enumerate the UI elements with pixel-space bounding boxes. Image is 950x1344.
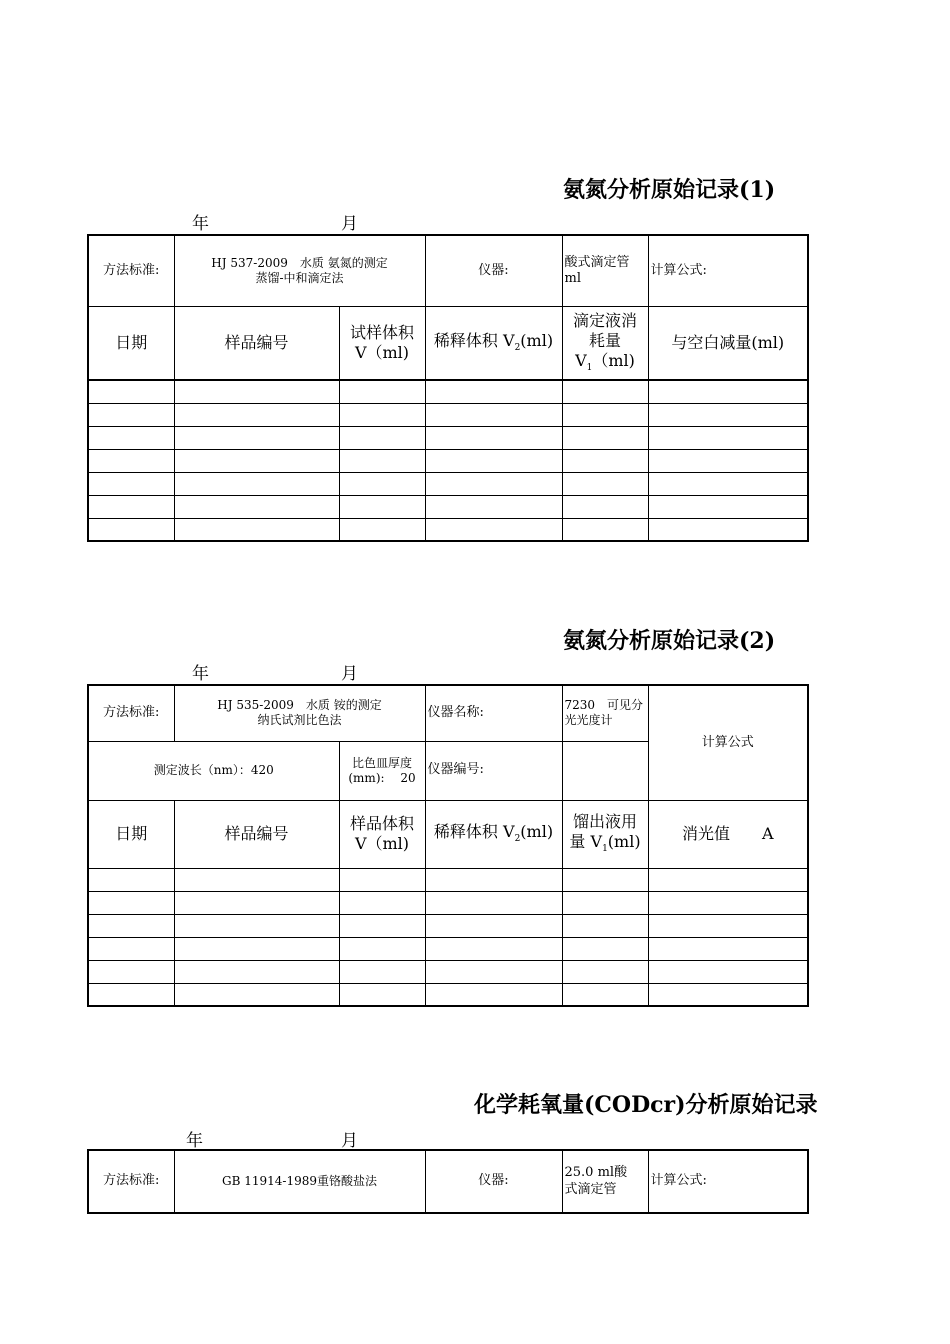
col-dilution-volume <box>425 306 562 380</box>
cell[interactable] <box>562 914 648 937</box>
instrument-value <box>562 1150 648 1213</box>
distillate-line1: 馏出液用 <box>572 812 637 832</box>
method-standard: GB 11914-1989重铬酸盐法 <box>174 1150 425 1213</box>
cell[interactable] <box>88 380 174 403</box>
cell[interactable] <box>88 449 174 472</box>
cuvette-value: (mm): 20 <box>348 770 416 785</box>
col-distillate <box>562 800 648 868</box>
dilution-unit: (ml) <box>520 822 554 842</box>
record2-title: 氨氮分析原始记录(2) <box>563 628 776 654</box>
instrument-no-label: 仪器编号: <box>425 741 562 800</box>
table-row <box>88 891 808 914</box>
cell[interactable] <box>339 891 425 914</box>
cell[interactable] <box>339 449 425 472</box>
sample-volume-line2: V（ml) <box>354 834 410 853</box>
dilution-text: 稀释体积 V <box>433 331 515 351</box>
method-line2: 纳氏试剂比色法 <box>257 713 342 728</box>
record2-table <box>87 684 809 1007</box>
dilution-unit: (ml) <box>520 331 554 351</box>
cell[interactable] <box>339 472 425 495</box>
sample-volume-line2: V（ml) <box>354 342 410 362</box>
cell[interactable] <box>174 403 339 426</box>
cell[interactable] <box>562 960 648 983</box>
col-sample-no: 样品编号 <box>174 800 339 868</box>
cell[interactable] <box>648 891 808 914</box>
cell[interactable] <box>174 914 339 937</box>
table-row <box>88 960 808 983</box>
dilution-text: 稀释体积 V <box>433 822 515 842</box>
col-sample-volume <box>339 306 425 380</box>
table-row <box>88 449 808 472</box>
cell[interactable] <box>174 960 339 983</box>
cell[interactable] <box>648 403 808 426</box>
cell[interactable] <box>174 937 339 960</box>
cell[interactable] <box>562 891 648 914</box>
distillate-v: 量 V <box>569 832 603 852</box>
col-titrant <box>562 306 648 380</box>
cell[interactable] <box>648 960 808 983</box>
cell[interactable] <box>562 518 648 541</box>
cell[interactable] <box>562 380 648 403</box>
cell[interactable] <box>174 449 339 472</box>
instrument-value-line2: 式滴定管 <box>564 1181 617 1197</box>
titrant-line3 <box>565 351 646 374</box>
record2-month-label: 月 <box>341 664 358 684</box>
table-row <box>88 472 808 495</box>
cell[interactable] <box>562 983 648 1006</box>
col-sample-volume <box>339 800 425 868</box>
cell[interactable] <box>648 983 808 1006</box>
col-date: 日期 <box>88 800 174 868</box>
record1-year-label: 年 <box>192 214 209 234</box>
cell[interactable] <box>648 472 808 495</box>
cell[interactable] <box>339 868 425 891</box>
sample-volume-line1: 试样体积 <box>349 322 414 342</box>
col-sample-no: 样品编号 <box>174 306 339 380</box>
table-row <box>88 495 808 518</box>
cell[interactable] <box>174 518 339 541</box>
table-row <box>88 380 808 403</box>
method-label: 方法标准: <box>88 1150 174 1213</box>
method-standard <box>174 685 425 741</box>
wavelength: 测定波长（nm）：420 <box>88 741 339 800</box>
cell[interactable] <box>648 426 808 449</box>
record3-title: 化学耗氧量(CODcr)分析原始记录 <box>474 1092 818 1118</box>
cell[interactable] <box>425 472 562 495</box>
cuvette-thickness <box>339 741 425 800</box>
cell[interactable] <box>88 914 174 937</box>
method-line2: 蒸馏-中和滴定法 <box>255 270 344 285</box>
dilution-sub: 2 <box>514 834 521 845</box>
cell[interactable] <box>425 403 562 426</box>
cell[interactable] <box>339 518 425 541</box>
instrument-label: 仪器: <box>425 1150 562 1213</box>
cell[interactable] <box>174 891 339 914</box>
instrument-name-value: 7230 可见分光光度计 <box>562 685 648 741</box>
record1-title: 氨氮分析原始记录(1) <box>563 177 776 203</box>
method-label: 方法标准: <box>88 685 174 741</box>
cell[interactable] <box>174 472 339 495</box>
distillate-line2 <box>565 832 646 855</box>
cell[interactable] <box>88 472 174 495</box>
cell[interactable] <box>339 426 425 449</box>
cell[interactable] <box>339 960 425 983</box>
cell[interactable] <box>88 891 174 914</box>
distillate-unit: (ml) <box>607 832 641 852</box>
record2-year-label: 年 <box>192 664 209 684</box>
distillate-sub: 1 <box>602 844 608 855</box>
instrument-value: 酸式滴定管 ml <box>562 235 648 306</box>
cell[interactable] <box>88 495 174 518</box>
method-line1: HJ 535-2009 水质 铵的测定 <box>217 698 382 713</box>
cell[interactable] <box>174 868 339 891</box>
col-date: 日期 <box>88 306 174 380</box>
cell[interactable] <box>425 449 562 472</box>
col-blank-reduction: 与空白减量(ml) <box>648 306 808 380</box>
cell[interactable] <box>88 403 174 426</box>
cell[interactable] <box>425 960 562 983</box>
instrument-label: 仪器: <box>425 235 562 306</box>
cell[interactable] <box>88 983 174 1006</box>
cell[interactable] <box>88 960 174 983</box>
cell[interactable] <box>562 426 648 449</box>
cell[interactable] <box>648 937 808 960</box>
cell[interactable] <box>88 426 174 449</box>
col-dilution-volume <box>425 800 562 868</box>
cell[interactable] <box>425 495 562 518</box>
titrant-line2: 耗量 <box>588 331 621 351</box>
cell[interactable] <box>562 449 648 472</box>
cell[interactable] <box>339 914 425 937</box>
record3-month-label: 月 <box>341 1131 358 1151</box>
cell[interactable] <box>562 472 648 495</box>
cell[interactable] <box>648 495 808 518</box>
cell[interactable] <box>174 495 339 518</box>
record3-year-label: 年 <box>186 1131 203 1151</box>
method-line1: HJ 537-2009 水质 氨氮的测定 <box>211 255 388 270</box>
table-row <box>88 983 808 1006</box>
cell[interactable] <box>562 495 648 518</box>
cell[interactable] <box>339 937 425 960</box>
table-row <box>88 914 808 937</box>
cell[interactable] <box>425 380 562 403</box>
cell[interactable] <box>562 403 648 426</box>
formula-label: 计算公式 <box>648 685 808 800</box>
cell[interactable] <box>648 380 808 403</box>
cuvette-label: 比色皿厚度 <box>351 755 412 770</box>
table-row <box>88 518 808 541</box>
col-absorbance: 消光值 A <box>648 800 808 868</box>
cell[interactable] <box>425 937 562 960</box>
cell[interactable] <box>648 449 808 472</box>
cell[interactable] <box>88 868 174 891</box>
cell[interactable] <box>562 937 648 960</box>
cell[interactable] <box>174 426 339 449</box>
cell[interactable] <box>88 937 174 960</box>
cell[interactable] <box>648 518 808 541</box>
method-standard <box>174 235 425 306</box>
titrant-v: V <box>575 351 587 371</box>
sample-volume-line1: 样品体积 <box>349 814 414 833</box>
method-label: 方法标准: <box>88 235 174 306</box>
cell[interactable] <box>174 983 339 1006</box>
record1-table <box>87 234 809 542</box>
cell[interactable] <box>562 868 648 891</box>
cell[interactable] <box>648 914 808 937</box>
cell[interactable] <box>88 518 174 541</box>
table-row <box>88 937 808 960</box>
instrument-value-line1: 25.0 ml酸 <box>564 1165 628 1181</box>
record3-table <box>87 1149 809 1214</box>
titrant-line1: 滴定液消 <box>572 311 637 331</box>
cell[interactable] <box>425 914 562 937</box>
titrant-unit: （ml) <box>592 351 635 371</box>
cell[interactable] <box>339 403 425 426</box>
formula-label: 计算公式: <box>648 1150 808 1213</box>
cell[interactable] <box>425 983 562 1006</box>
instrument-no-value[interactable] <box>562 741 648 800</box>
table-row <box>88 868 808 891</box>
table-row <box>88 403 808 426</box>
cell[interactable] <box>339 495 425 518</box>
cell[interactable] <box>425 868 562 891</box>
table-row <box>88 426 808 449</box>
instrument-name-label: 仪器名称: <box>425 685 562 741</box>
record1-month-label: 月 <box>341 214 358 234</box>
cell[interactable] <box>339 380 425 403</box>
dilution-sub: 2 <box>514 343 521 354</box>
cell[interactable] <box>339 983 425 1006</box>
titrant-sub: 1 <box>586 363 593 374</box>
formula-label: 计算公式: <box>648 235 808 306</box>
cell[interactable] <box>174 380 339 403</box>
cell[interactable] <box>425 426 562 449</box>
cell[interactable] <box>425 891 562 914</box>
cell[interactable] <box>425 518 562 541</box>
cell[interactable] <box>648 868 808 891</box>
